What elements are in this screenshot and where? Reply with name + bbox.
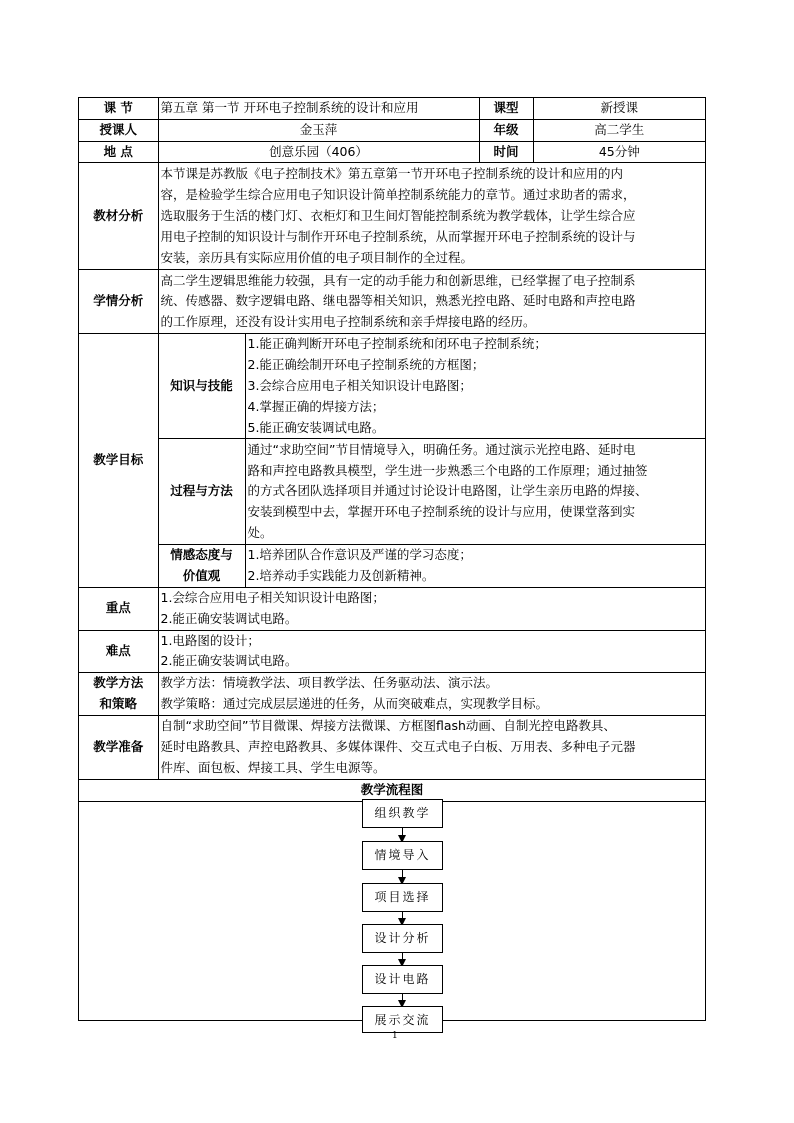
place-value: 创意乐园（406）	[158, 141, 479, 163]
methods-label-line: 和策略	[99, 695, 137, 711]
key-point-item: 1.会综合应用电子相关知识设计电路图；	[160, 589, 385, 605]
type-value: 新授课	[533, 98, 705, 119]
process-line: 路和声控电路教具模型，学生进一步熟悉三个电路的工作原理；通过抽签	[247, 462, 648, 478]
student-line: 高二学生逻辑思维能力较强，具有一定的动手能力和创新思维，已经掌握了电子控制系	[160, 272, 636, 288]
key-point-item: 2.能正确安装调试电路。	[160, 610, 298, 626]
grade-label: 年级	[479, 119, 533, 141]
place-label: 地 点	[79, 141, 158, 163]
student-analysis-text	[158, 270, 705, 334]
knowledge-item: 2.能正确绘制开环电子控制系统的方框图；	[247, 357, 485, 373]
flow-step-circuit-design: 设计电路	[362, 965, 443, 994]
method-item: 教学方法：情境教学法、项目教学法、任务驱动法、演示法。	[160, 675, 499, 691]
material-line: 安装，亲历具有实际应用价值的电子项目制作的全过程。	[160, 249, 474, 265]
method-item: 教学策略：通过完成层层递进的任务，从而突破难点，实现教学目标。	[160, 695, 549, 711]
flowchart-title: 教学流程图	[79, 779, 705, 801]
flow-arrow	[402, 828, 403, 842]
attitude-label-line: 价值观	[182, 568, 221, 584]
flow-step-introduction: 情境导入	[362, 841, 443, 870]
grade-value: 高二学生	[533, 119, 705, 141]
student-line: 的工作原理，还没有设计实用电子控制系统和亲手焊接电路的经历。	[160, 314, 536, 330]
preparation-line: 件库、面包板、焊接工具、学生电源等。	[160, 759, 386, 775]
knowledge-item: 3.会综合应用电子相关知识设计电路图；	[247, 377, 472, 393]
knowledge-item: 5.能正确安装调试电路。	[247, 419, 385, 435]
material-line: 本节课是苏教版《电子控制技术》第五章第一节开环电子控制系统的设计和应用的内	[160, 166, 624, 182]
difficulty-item: 1.电路图的设计；	[160, 632, 260, 648]
preparation-label: 教学准备	[79, 715, 158, 779]
flow-step-design-analysis: 设计分析	[362, 924, 443, 953]
key-points-label: 重点	[79, 587, 158, 630]
knowledge-item: 1.能正确判断开环电子控制系统和闭环电子控制系统；	[247, 336, 547, 352]
methods-label	[79, 673, 158, 716]
methods-label-line: 教学方法	[93, 675, 144, 691]
flow-arrow	[402, 870, 403, 884]
knowledge-skills-label: 知识与技能	[158, 334, 245, 439]
preparation-text	[158, 715, 705, 779]
flow-step-project-selection: 项目选择	[362, 883, 443, 912]
difficulties-label: 难点	[79, 630, 158, 673]
lesson-label: 课 节	[79, 98, 158, 119]
flow-step-organize: 组织教学	[362, 799, 443, 828]
key-points-list	[158, 587, 705, 630]
process-methods-label: 过程与方法	[158, 439, 245, 545]
material-line: 用电子控制的知识设计与制作开环电子控制系统，从而掌握开环电子控制系统的设计与	[160, 228, 636, 244]
material-analysis-label: 教材分析	[79, 163, 158, 270]
type-label: 课型	[479, 98, 533, 119]
material-line: 选取服务于生活的楼门灯、衣柜灯和卫生间灯智能控制系统为教学载体，让学生综合应	[160, 207, 636, 223]
difficulty-item: 2.能正确安装调试电路。	[160, 653, 298, 669]
flow-step-presentation: 展示交流	[362, 1006, 443, 1033]
material-line: 容，是检验学生综合应用电子知识设计简单控制系统能力的章节。通过求助者的需求，	[160, 187, 636, 203]
student-line: 统、传感器、数字逻辑电路、继电器等相关知识，熟悉光控电路、延时电路和声控电路	[160, 293, 636, 309]
attitude-values-list	[245, 545, 705, 588]
knowledge-skills-list	[245, 334, 705, 439]
teacher-label: 授课人	[79, 119, 158, 141]
attitude-values-label	[158, 545, 245, 588]
time-value: 45分钟	[533, 141, 705, 163]
page-number: 1	[392, 1031, 398, 1041]
attitude-label-line: 情感态度与	[170, 547, 233, 563]
attitude-item: 1.培养团队合作意识及严谨的学习态度；	[247, 547, 472, 563]
process-line: 安装到模型中去，掌握开环电子控制系统的设计与应用，使课堂落到实	[247, 504, 636, 520]
process-line: 通过“求助空间”节目情境导入，明确任务。通过演示光控电路、延时电	[247, 441, 636, 457]
teaching-flowchart	[79, 792, 705, 1027]
time-label: 时间	[479, 141, 533, 163]
material-analysis-text	[158, 163, 705, 270]
lesson-plan-sheet	[78, 97, 706, 1027]
teacher-value: 金玉萍	[158, 119, 479, 141]
lesson-value: 第五章 第一节 开环电子控制系统的设计和应用	[158, 98, 479, 119]
process-line: 的方式各团队选择项目并通过讨论设计电路图，让学生亲历电路的焊接、	[247, 483, 648, 499]
attitude-item: 2.培养动手实践能力及创新精神。	[247, 568, 435, 584]
lesson-plan-table	[79, 98, 705, 802]
student-analysis-label: 学情分析	[79, 270, 158, 334]
teaching-goals-label: 教学目标	[79, 334, 158, 588]
difficulties-list	[158, 630, 705, 673]
preparation-line: 延时电路教具、声控电路教具、多媒体课件、交互式电子白板、万用表、多种电子元器	[160, 738, 636, 754]
knowledge-item: 4.掌握正确的焊接方法；	[247, 398, 385, 414]
preparation-line: 自制“求助空间”节目微课、焊接方法微课、方框图flash动画、自制光控电路教具、	[160, 718, 616, 734]
process-methods-text	[245, 439, 705, 545]
process-line: 处。	[247, 525, 273, 541]
methods-list	[158, 673, 705, 716]
